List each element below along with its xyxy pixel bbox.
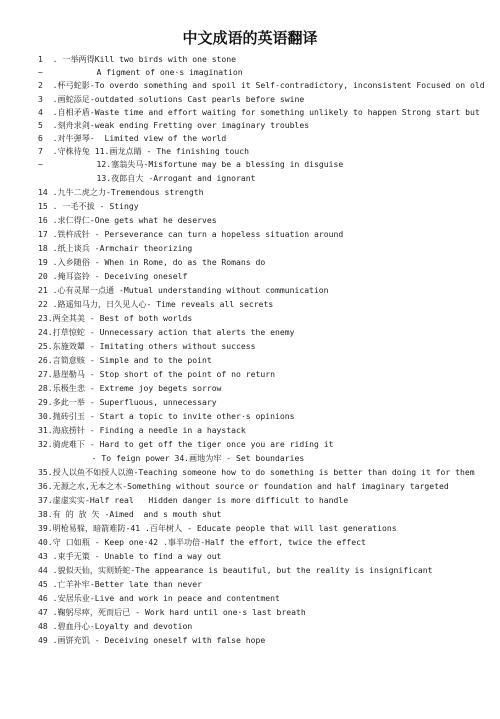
document-title: 中文成语的英语翻译 — [182, 29, 318, 47]
line-9: ~ 12.塞翁失马-Misfortune may be a blessing in disguise — [38, 159, 344, 169]
line-21: 24.打草惊蛇 - Unnecessary action that alerts the enemy — [38, 327, 295, 337]
line-12: 15 . 一毛不拔 - Stingy — [38, 201, 139, 211]
line-40: 46 .安居乐业-Live and work in peace and contentment — [38, 593, 280, 603]
line-24: 27.悬崖勒马 - Stop short of the point of no return — [38, 369, 276, 379]
line-41: 47 .鞠躬尽瘁，死而后已 - Work hard until one·s last breath — [38, 607, 306, 617]
line-11: 14 .九牛二虎之力-Tremendous strength — [38, 187, 204, 197]
line-28: 31.海底捞针 - Finding a needle in a haystack — [38, 425, 246, 435]
line-3: 2 .杯弓蛇影-To overdo something and spoil it Self-contradictory, inconsistent Focused on old — [38, 80, 485, 90]
line-26: 29.多此一举 - Superfluous, unnecessary — [38, 397, 217, 407]
line-30: - To feign power 34.画地为牢 - Set boundaries — [38, 453, 305, 463]
line-18: 21 .心有灵犀一点通 -Mutual understanding without communication — [38, 285, 329, 295]
line-36: 40.守 口如瓶 - Keep one·42 .事半功倍-Half the effort, twice the effect — [38, 537, 366, 547]
line-16: 19 .入乡随俗 - When in Rome, do as the Romans do — [38, 257, 266, 267]
line-2: ~ A figment of one·s imagination — [38, 67, 243, 77]
line-37: 43 .束手无策 - Unable to find a way out — [38, 551, 222, 561]
line-34: 38.有 的 放 矢 -Aimed and s mouth shut — [38, 509, 222, 519]
line-42: 48 .碧血丹心-Loyalty and devotion — [38, 621, 193, 631]
line-39: 45 .亡羊补牢-Better late than never — [38, 579, 202, 589]
line-4: 3 .画蛇添足-outdated solutions Cast pearls before swine — [38, 94, 305, 104]
line-13: 16 .求仁得仁-One gets what he deserves — [38, 215, 217, 225]
line-7: 6 .对牛弹琴- Limited view of the world — [38, 133, 227, 143]
line-19: 22 .路遥知马力，日久见人心- Time reveals all secrets — [38, 299, 274, 309]
line-27: 30.抛砖引玉 - Start a topic to invite other·s opinions — [38, 411, 295, 421]
line-15: 18 .纸上谈兵 -Armchair theorizing — [38, 243, 193, 253]
line-5: 4 .自相矛盾-Waste time and effort waiting for something unlikely to happen Strong start but — [38, 107, 480, 117]
line-17: 20 .掩耳盗铃 - Deceiving oneself — [38, 271, 188, 281]
line-10: 13.夜郎自大 -Arrogant and ignorant — [38, 173, 256, 183]
line-29: 32.骑虎难下 - Hard to get off the tiger once you are riding it — [38, 439, 334, 449]
line-1: 1 . 一举两得Kill two birds with one stone — [38, 54, 237, 64]
line-14: 17 .铁杵成针 - Perseverance can turn a hopeless situation around — [38, 229, 344, 239]
line-35: 39.明枪易躲，暗箭难防-41 .百年树人 - Educate people that will last generations — [38, 523, 397, 533]
line-38: 44 .貌似天仙，实则娇蛇-The appearance is beautiful, but the reality is insignificant — [38, 565, 433, 575]
line-31: 35.授人以鱼不如授人以渔-Teaching someone how to do something is better than doing it for them — [38, 467, 475, 477]
line-6: 5 .刻舟求剑-weak ending Fretting over imaginary troubles — [38, 120, 310, 130]
line-22: 25.东施效颦 - Imitating others without success — [38, 341, 256, 351]
line-32: 36.无源之水,无本之木-Something without source or foundation and half imaginary targeted — [38, 481, 449, 491]
line-23: 26.言简意赅 - Simple and to the point — [38, 355, 212, 365]
line-43: 49 .画饼充饥 - Deceiving oneself with false hope — [38, 635, 266, 645]
line-8: 7 .守株待兔 11.画龙点睛 - The finishing touch — [38, 146, 249, 156]
line-25: 28.乐极生悲 - Extreme joy begets sorrow — [38, 383, 222, 393]
line-20: 23.两全其美 - Best of both worlds — [38, 313, 193, 323]
line-33: 37.虚虚实实-Half real Hidden danger is more difficult to handle — [38, 495, 349, 505]
